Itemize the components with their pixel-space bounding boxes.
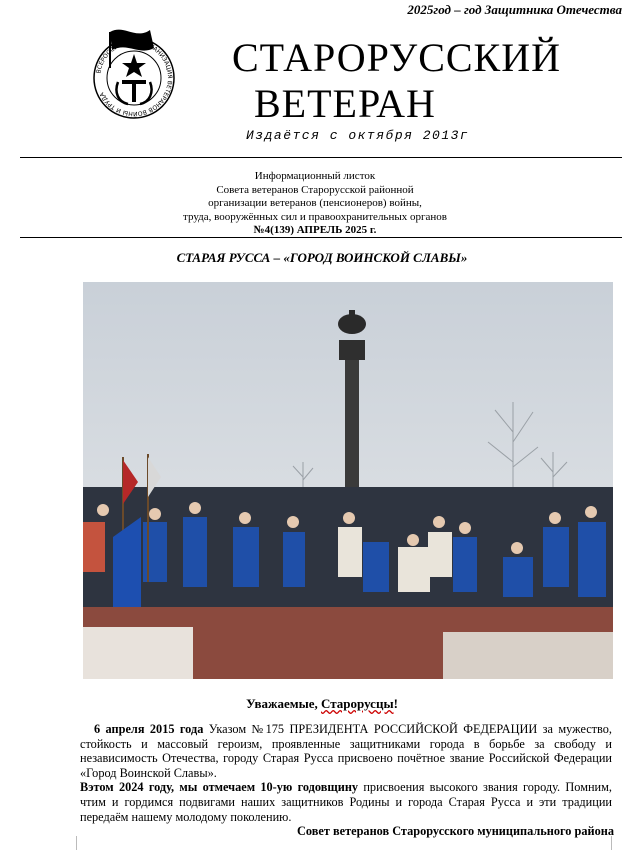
newspaper-title-line1: СТАРОРУССКИЙ: [232, 35, 562, 80]
info-line-4: труда, вооружённых сил и правоохранительных органов: [183, 210, 447, 223]
info-divider: [20, 237, 622, 238]
group-photo-at-monument-icon: [83, 282, 613, 679]
paragraph-2: [80, 780, 612, 824]
article-body: [80, 722, 612, 824]
paragraph-2-text: присвоения высокого звания городу. Помним, чтим и гордимся подвигами наших защитников Родины и города Старая Русса и эти традиции передаём нашему молодому поколению.: [80, 780, 612, 824]
greeting-suffix: !: [393, 696, 398, 711]
published-since: Издаётся с октября 2013г: [246, 128, 470, 143]
info-block: [100, 170, 530, 238]
info-line-1: Информационный листок: [254, 170, 376, 182]
veterans-organization-emblem-icon: [84, 20, 190, 126]
corner-mark-right: [611, 836, 626, 850]
newspaper-title-line2: ВЕТЕРАН: [254, 81, 436, 126]
article-heading: СТАРАЯ РУССА – «ГОРОД ВОИНСКОЙ СЛАВЫ»: [176, 250, 468, 265]
paragraph-1-text: Указом №175 ПРЕЗИДЕНТА РОССИЙСКОЙ ФЕДЕРАЦИИ за мужество, стойкость и массовый героизм, проявленные защитниками города в борьбе за свободу и независимость Отечества, городу Старая Русса присвоено почётное звание Российской Федерации «Город Воинской Славы».: [80, 722, 612, 780]
header-divider: [20, 157, 622, 158]
info-line-3: организации ветеранов (пенсионеров) войны,: [208, 197, 422, 209]
signature: Совет ветеранов Старорусского муниципального района: [297, 824, 614, 838]
corner-mark-left: [62, 836, 77, 850]
greeting-name: Старорусцы: [321, 696, 394, 711]
emblem-ring-text: ВСЕРОССИЙСКАЯ ОРГАНИЗАЦИЯ ВЕТЕРАНОВ ВОЙНЫ И ТРУДА: [95, 38, 174, 118]
group-photo: [83, 282, 613, 679]
paragraph-2-lead: Вэтом 2024 году, мы отмечаем 10-ую годовщину: [80, 780, 359, 795]
year-motto: 2025год – год Защитника Отечества: [407, 2, 622, 17]
greeting-prefix: Уважаемые,: [246, 696, 322, 711]
issue-number: №4(139) АПРЕЛЬ 2025 г.: [253, 224, 377, 236]
info-line-2: Совета ветеранов Старорусской районной: [216, 183, 414, 196]
veterans-emblem: [84, 20, 190, 126]
greeting: [0, 696, 644, 712]
paragraph-1: [80, 722, 612, 780]
paragraph-1-date: 6 апреля 2015 года: [94, 722, 204, 736]
